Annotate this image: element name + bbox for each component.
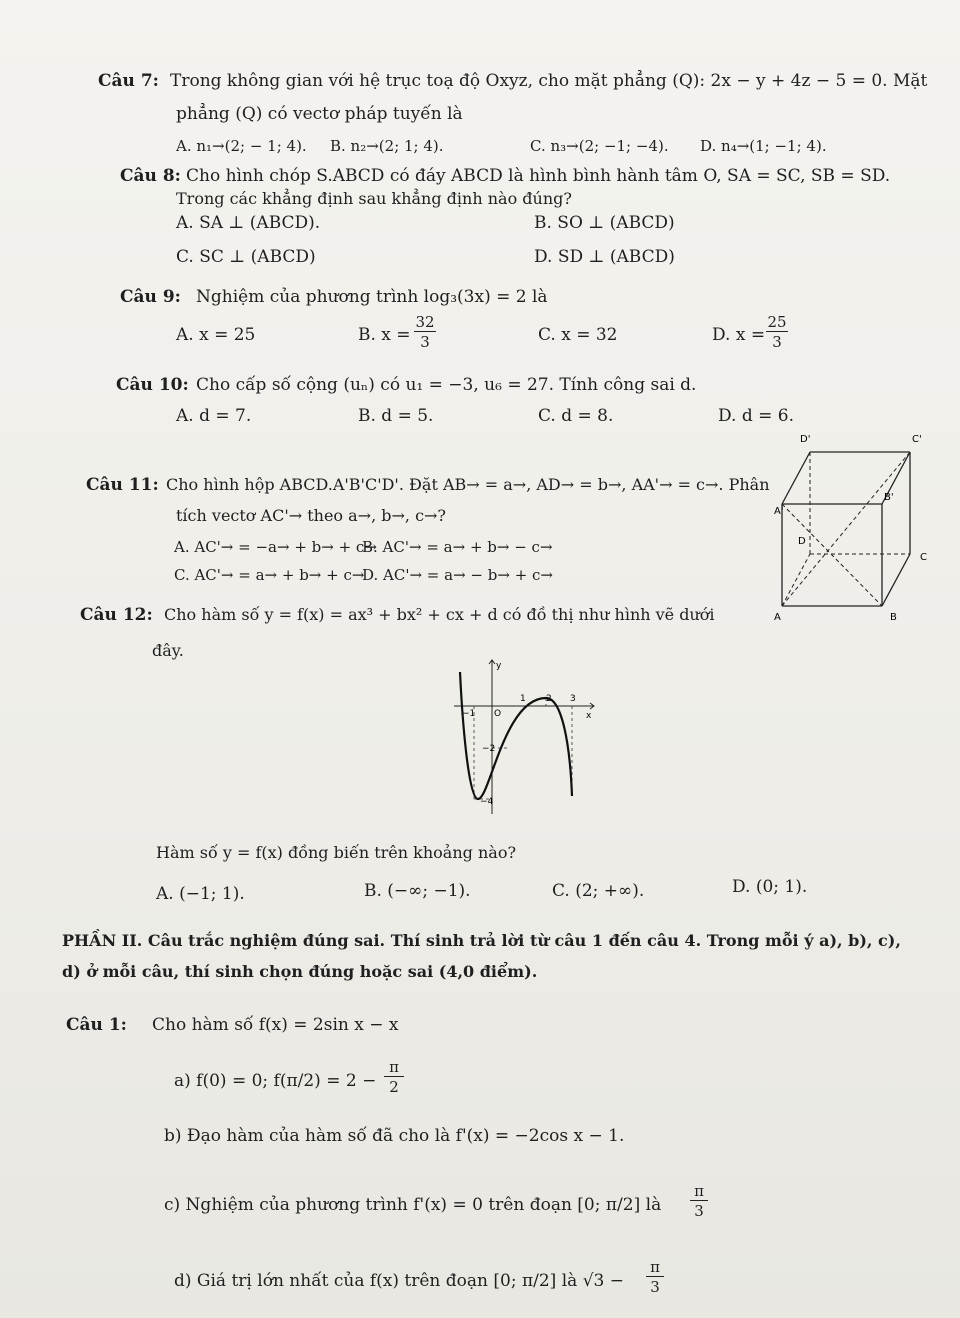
q12-stem-2: đây. (152, 641, 184, 660)
p2q1-label: Câu 1: (66, 1015, 127, 1035)
tick-2: 2 (546, 694, 552, 704)
q9-option-b-den: 3 (420, 333, 430, 351)
p2q1-c-den: 3 (694, 1202, 704, 1220)
q9-option-d-num: 25 (767, 313, 787, 331)
q7-option-a: A. n₁→(2; − 1; 4). (176, 137, 307, 155)
p2q1-a-prefix: a) f(0) = 0; f(π/2) = 2 − (174, 1071, 377, 1091)
graph-y-label: y (496, 661, 502, 671)
p2q1-d-num: π (646, 1258, 664, 1277)
q8-option-c: C. SC ⊥ (ABCD) (176, 247, 316, 267)
graph-x-label: x (586, 711, 592, 721)
q11-option-d: D. AC'→ = a→ − b→ + c→ (362, 566, 553, 584)
q9-option-a: A. x = 25 (176, 325, 256, 345)
q11-label: Câu 11: (86, 475, 159, 495)
hidden-edge-a-d (782, 554, 810, 606)
q8-option-d: D. SD ⊥ (ABCD) (534, 247, 675, 267)
q10-option-b: B. d = 5. (358, 406, 434, 426)
q9-option-b-prefix: B. x = (358, 325, 411, 345)
q12-option-c: C. (2; +∞). (552, 881, 645, 901)
q12-stem: Cho hàm số y = f(x) = ax³ + bx² + cx + d có đồ thị như hình vẽ dưới (164, 605, 715, 624)
diagonal-a1-b (782, 504, 882, 606)
q12-option-a: A. (−1; 1). (156, 884, 245, 904)
p2q1-c-prefix: c) Nghiệm của phương trình f'(x) = 0 trên đoạn [0; π/2] là (164, 1195, 662, 1215)
vertex-c1: C' (912, 434, 922, 445)
part2-heading-line2: d) ở mỗi câu, thí sinh chọn đúng hoặc sai (4,0 điểm). (62, 962, 538, 981)
part2-heading-line1: PHẦN II. Câu trắc nghiệm đúng sai. Thí sinh trả lời từ câu 1 đến câu 4. Trong mỗi ý a), b), c), (62, 931, 901, 950)
edge-b-c (882, 554, 910, 606)
q7-stem: Trong không gian với hệ trục toạ độ Oxyz, cho mặt phẳng (Q): 2x − y + 4z − 5 = 0. Mặt (170, 71, 928, 91)
vertex-d1: D' (800, 434, 811, 445)
q8-stem-2: Trong các khẳng định sau khẳng định nào đúng? (176, 189, 572, 208)
tick-3: 3 (570, 694, 576, 704)
p2q1-b: b) Đạo hàm của hàm số đã cho là f'(x) = −2cos x − 1. (164, 1126, 625, 1146)
q9-option-d-den: 3 (772, 333, 782, 351)
graph-origin: O (494, 709, 502, 719)
q8-label: Câu 8: (120, 166, 181, 186)
diagonal-a-c1 (782, 452, 910, 606)
q12-question: Hàm số y = f(x) đồng biến trên khoảng nào? (156, 843, 517, 862)
vertex-a: A (774, 612, 781, 623)
q11-stem: Cho hình hộp ABCD.A'B'C'D'. Đặt AB→ = a→, AD→ = b→, AA'→ = c→. Phân (166, 475, 770, 494)
vertex-b: B (890, 612, 897, 623)
q10-stem: Cho cấp số cộng (uₙ) có u₁ = −3, u₆ = 27. Tính công sai d. (196, 375, 697, 395)
q11-option-c: C. AC'→ = a→ + b→ + c→ (174, 566, 365, 584)
p2q1-stem: Cho hàm số f(x) = 2sin x − x (152, 1015, 399, 1035)
q10-option-c: C. d = 8. (538, 406, 614, 426)
p2q1-c-num: π (690, 1182, 708, 1201)
q9-label: Câu 9: (120, 287, 181, 307)
cubic-graph (448, 654, 608, 822)
q9-option-b-num: 32 (415, 313, 435, 331)
p2q1-a-den: 2 (389, 1078, 399, 1096)
q8-stem: Cho hình chóp S.ABCD có đáy ABCD là hình bình hành tâm O, SA = SC, SB = SD. (186, 166, 891, 186)
tick-minus4: −4 (480, 797, 494, 807)
q11-option-b: B. AC'→ = a→ + b→ − c→ (362, 538, 553, 556)
vertex-b1: B' (884, 492, 894, 503)
q12-option-d: D. (0; 1). (732, 877, 808, 897)
q9-option-d-prefix: D. x = (712, 325, 766, 345)
q12-label: Câu 12: (80, 605, 153, 625)
vertex-a1: A' (774, 506, 784, 517)
q8-option-a: A. SA ⊥ (ABCD). (176, 213, 321, 233)
q12-option-b: B. (−∞; −1). (364, 881, 471, 901)
q10-label: Câu 10: (116, 375, 189, 395)
q8-option-b: B. SO ⊥ (ABCD) (534, 213, 675, 233)
tick-minus1: −1 (462, 709, 476, 719)
vertex-d: D (798, 536, 806, 547)
q10-option-a: A. d = 7. (176, 406, 252, 426)
q9-stem: Nghiệm của phương trình log₃(3x) = 2 là (196, 287, 548, 307)
q11-stem-2: tích vectơ AC'→ theo a→, b→, c→? (176, 506, 447, 525)
p2q1-d-den: 3 (650, 1278, 660, 1296)
p2q1-d-prefix: d) Giá trị lớn nhất của f(x) trên đoạn [0; π/2] là √3 − (174, 1271, 624, 1291)
q11-option-a: A. AC'→ = −a→ + b→ + c→ (174, 538, 377, 556)
q7-option-c: C. n₃→(2; −1; −4). (530, 137, 669, 155)
q7-option-d: D. n₄→(1; −1; 4). (700, 137, 827, 155)
q10-option-d: D. d = 6. (718, 406, 794, 426)
parallelepiped-figure (770, 428, 940, 628)
q7-option-b: B. n₂→(2; 1; 4). (330, 137, 444, 155)
p2q1-a-num: π (384, 1058, 404, 1077)
q7-label: Câu 7: (98, 71, 159, 91)
tick-minus2: −2 (482, 744, 496, 754)
edge-d1-a1 (782, 452, 810, 504)
tick-1: 1 (520, 694, 526, 704)
q7-stem-2: phẳng (Q) có vectơ pháp tuyến là (176, 104, 463, 124)
vertex-c: C (920, 552, 927, 563)
cubic-curve (460, 672, 572, 799)
q9-option-c: C. x = 32 (538, 325, 618, 345)
